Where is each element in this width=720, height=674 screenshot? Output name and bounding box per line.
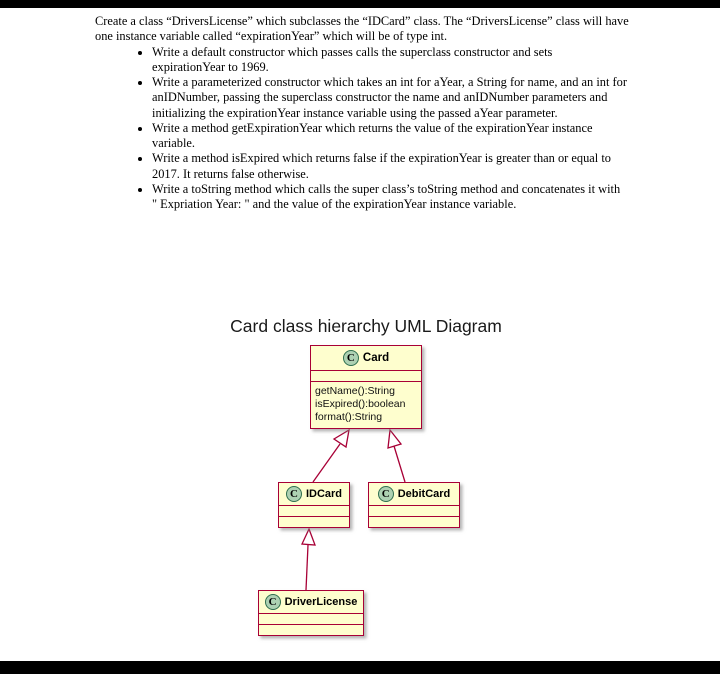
class-header — [259, 591, 363, 613]
class-name: Card — [362, 352, 390, 364]
class-icon-letter: C — [381, 488, 390, 500]
class-icon-letter: C — [289, 488, 298, 500]
inheritance-line-debitcard-card — [394, 446, 405, 482]
inheritance-arrowhead-idcard-card — [334, 430, 349, 447]
inheritance-arrowhead-debitcard-card — [388, 430, 401, 448]
top-black-bar — [0, 0, 720, 8]
bottom-black-bar — [0, 661, 720, 674]
class-icon — [343, 350, 359, 366]
assignment-text — [95, 14, 629, 212]
methods-compartment-empty — [279, 517, 349, 527]
requirement-item: • Write a method isExpired which returns false if the expirationYear is greater than or equal to 2017. It returns false otherwise. — [152, 151, 629, 182]
method-label: isExpired():boolean — [315, 398, 406, 410]
fields-compartment-empty — [369, 506, 459, 516]
requirement-item: • Write a method getExpirationYear which returns the value of the expirationYear instance variable. — [152, 121, 629, 152]
uml-class-debitcard — [368, 482, 460, 528]
class-icon — [265, 594, 281, 610]
card-methods — [311, 382, 421, 428]
assignment-requirements-list — [95, 45, 629, 213]
inheritance-arrowhead-driverlicense-idcard — [302, 529, 315, 545]
class-name: IDCard — [305, 488, 343, 500]
fields-compartment-empty — [311, 371, 421, 381]
fields-compartment-empty — [279, 506, 349, 516]
methods-compartment-empty — [369, 517, 459, 527]
uml-class-idcard — [278, 482, 350, 528]
class-header — [279, 483, 349, 505]
requirement-item: • Write a default constructor which passes calls the superclass constructor and sets expirationYear to 1969. — [152, 45, 629, 76]
method-label: format():String — [315, 411, 383, 423]
class-icon-letter: C — [268, 596, 277, 608]
class-name: DebitCard — [397, 488, 451, 500]
class-header — [311, 346, 421, 370]
requirement-item: • Write a toString method which calls the super class’s toString method and concatenates it with " Expriation Year: " and the value of the expirationYear instance variable. — [152, 182, 629, 213]
class-header — [369, 483, 459, 505]
inheritance-line-driverlicense-idcard — [306, 545, 308, 590]
requirement-item: • Write a parameterized constructor which takes an int for aYear, a String for name, and an int for anIDNumber, passing the superclass constructor the name and anIDNumber parameters and initializing the expirationYear instance variable using the passed aYear parameter. — [152, 75, 629, 121]
fields-compartment-empty — [259, 614, 363, 624]
inheritance-line-idcard-card — [313, 444, 340, 482]
class-icon — [378, 486, 394, 502]
methods-compartment-empty — [259, 625, 363, 635]
class-icon — [286, 486, 302, 502]
uml-class-card — [310, 345, 422, 429]
document-page — [0, 8, 720, 661]
class-name: DriverLicense — [284, 596, 358, 608]
method-label: getName():String — [315, 385, 395, 397]
diagram-title: Card class hierarchy UML Diagram — [230, 316, 502, 336]
class-icon-letter: C — [346, 352, 355, 364]
assignment-intro: Create a class “DriversLicense” which subclasses the “IDCard” class. The “DriversLicense” class will have one instance variable called “expirationYear” which will be of type int. — [95, 14, 629, 44]
uml-class-driverlicense — [258, 590, 364, 636]
